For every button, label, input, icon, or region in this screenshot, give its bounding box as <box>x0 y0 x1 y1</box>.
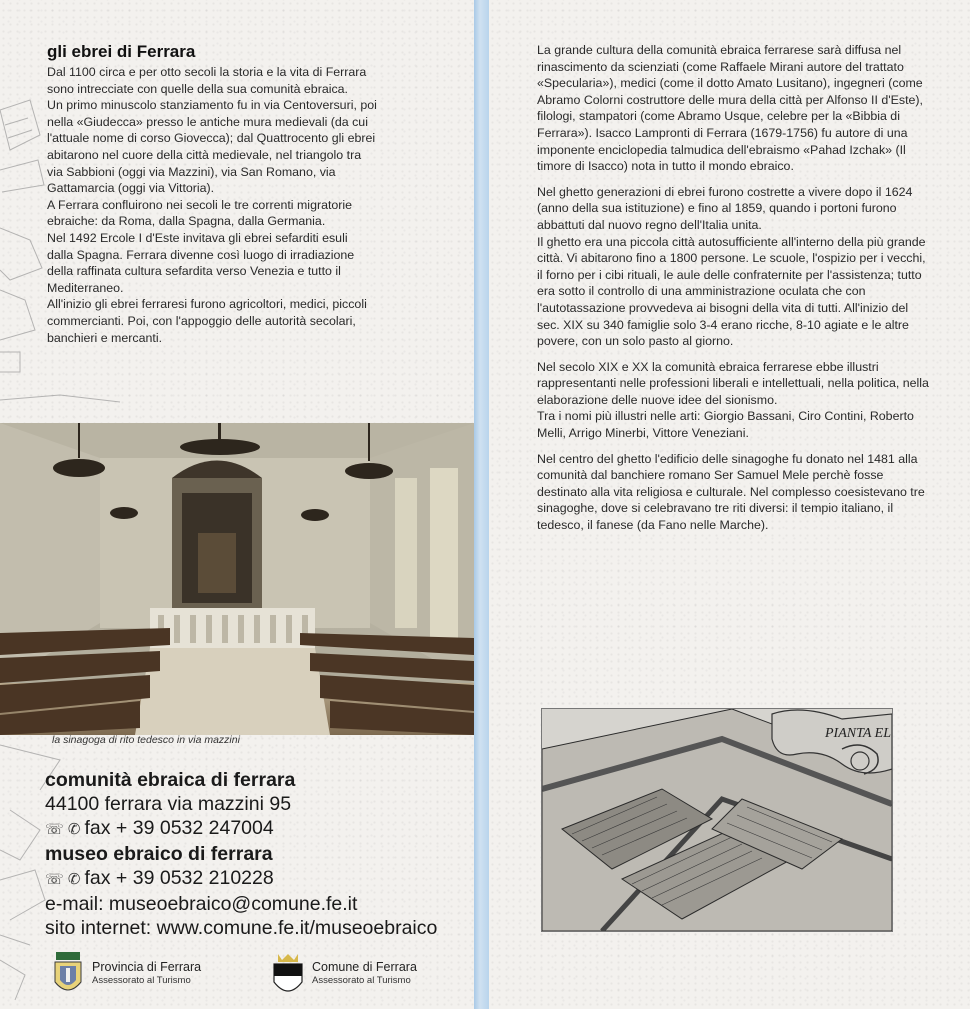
address: 44100 ferrara via mazzini 95 <box>45 793 292 815</box>
logo-name: Comune di Ferrara <box>312 960 417 974</box>
logo-provincia <box>52 952 242 1002</box>
contact-block <box>45 768 465 940</box>
phone-number: fax + 39 0532 247004 <box>84 817 274 839</box>
ghetto-map-engraving <box>541 708 893 932</box>
synagogue-photo <box>0 423 474 735</box>
paragraph: Dal 1100 circa e per otto secoli la storia e la vita di Ferrara sono intrecciate con quelle della sua comunità ebraica. <box>47 65 367 96</box>
phone-number: fax + 39 0532 210228 <box>84 867 274 889</box>
paragraph: A Ferrara confluirono nei secoli le tre correnti migratorie ebraiche: da Roma, dalla Spagna, dalla Germania. <box>47 197 353 229</box>
org-name-community: comunità ebraica di ferrara <box>45 769 296 791</box>
comune-shield-icon <box>272 952 304 1000</box>
page-heading: gli ebrei di Ferrara <box>47 42 196 61</box>
paragraph: Tra i nomi più illustri nelle arti: Giorgio Bassani, Ciro Contini, Roberto Melli, Arrigo Minerbi, Vittore Veneziani. <box>537 409 914 441</box>
org-name-museum: museo ebraico di ferrara <box>45 843 273 865</box>
fold-stripe <box>474 0 489 1009</box>
paragraph: Nel centro del ghetto l'edificio delle sinagoghe fu donato nel 1481 alla comunità dal banchiere romano Ser Samuel Mele perchè fosse destinato alla vita religiosa e culturale. Nel complesso coesistevano tre sinagoghe, dove si celebravano tre riti diversi: il tempio italiano, il tedesco, il fanese (da Fano nelle Marche). <box>537 451 925 533</box>
logo-comune <box>272 952 462 1002</box>
logo-subtitle: Assessorato al Turismo <box>92 975 191 986</box>
paragraph: Nel 1492 Ercole I d'Este invitava gli ebrei sefarditi esuli dalla Spagna. Ferrara divenne così luogo di irradiazione della raffinata cultura sefardita verso Venezia e tutto il Mediterraneo. <box>47 230 355 295</box>
phone-icon: ☏ ✆ <box>45 821 81 838</box>
paragraph: All'inizio gli ebrei ferraresi furono agricoltori, medici, piccoli commercianti. Poi, con l'appoggio delle autorità secolari, banchieri e mercanti. <box>47 297 367 345</box>
map-label: PIANTA EL <box>825 726 891 741</box>
logo-name: Provincia di Ferrara <box>92 960 202 974</box>
phone-fax-museum <box>45 866 465 892</box>
paragraph: Il ghetto era una piccola città autosufficiente all'interno della più grande città. Vi abitarono fino a 1800 persone. Le scuole, l'ospizio per i vecchi, il forno per i cibi rituali, le aule delle confraternite per l'assistenza; tutto era sotto il controllo di una amministrazione oculata che con l'autotassazione provvedeva ai bisogni della vita di tutti. All'inizio del sec. XIX su 340 famiglie solo 3-4 erano ricche, 8-10 agiate e le altre povere, con un solo pasto al giorno. <box>537 234 926 349</box>
left-page <box>0 0 474 1009</box>
coat-of-arms-icon <box>52 952 84 1000</box>
paragraph: La grande cultura della comunità ebraica ferrarese sarà diffusa nel rinascimento da scienziati (come Raffaele Mirani autore del trattato «Specularia»), medici (come il dotto Amato Lusitano), ingegneri (come Abramo Colorni costruttore delle mura della città per Alfonso II d'Este), filologi, stampatori (come Abramo Usque, celebre per la «Bibbia di Ferrara»). Isacco Lampronti di Ferrara (1679-1756) fu autore di una imponente enciclopedia talmudica dell'ebraismo «Pahad Izchak» (Il timore di Isacco) nota in tutto il mondo ebraico. <box>537 43 923 174</box>
website-link[interactable]: sito internet: www.comune.fe.it/museoebraico <box>45 917 438 939</box>
phone-icon: ☏ ✆ <box>45 871 81 888</box>
paragraph: Un primo minuscolo stanziamento fu in via Centoversuri, poi nella «Giudecca» presso le antiche mura medievali (da cui l'attuale nome di corso Giovecca); dal Quattrocento gli ebrei abitarono nel cuore della città medievale, nel triangolo tra via Sabbioni (oggi via Mazzini), via San Romano, via Gattamarcia (oggi via Vittoria). <box>47 98 377 196</box>
paragraph: Nel secolo XIX e XX la comunità ebraica ferrarese ebbe illustri rappresentanti nelle professioni liberali e intellettuali, nella politica, nella elaborazione delle nuove idee del sionismo. <box>537 359 929 407</box>
left-text-column <box>47 64 377 346</box>
email-link[interactable]: e-mail: museoebraico@comune.fe.it <box>45 893 358 915</box>
logo-subtitle: Assessorato al Turismo <box>312 975 411 986</box>
right-page <box>489 0 970 1009</box>
paragraph: Nel ghetto generazioni di ebrei furono costrette a vivere dopo il 1624 (anno della sua istituzione) e fino al 1859, quando i portoni furono abbattuti dal nuovo regno dell'Italia unita. <box>537 184 913 232</box>
photo-caption: la sinagoga di rito tedesco in via mazzini <box>52 734 240 746</box>
right-text-column <box>537 42 932 543</box>
phone-fax-community <box>45 816 465 842</box>
